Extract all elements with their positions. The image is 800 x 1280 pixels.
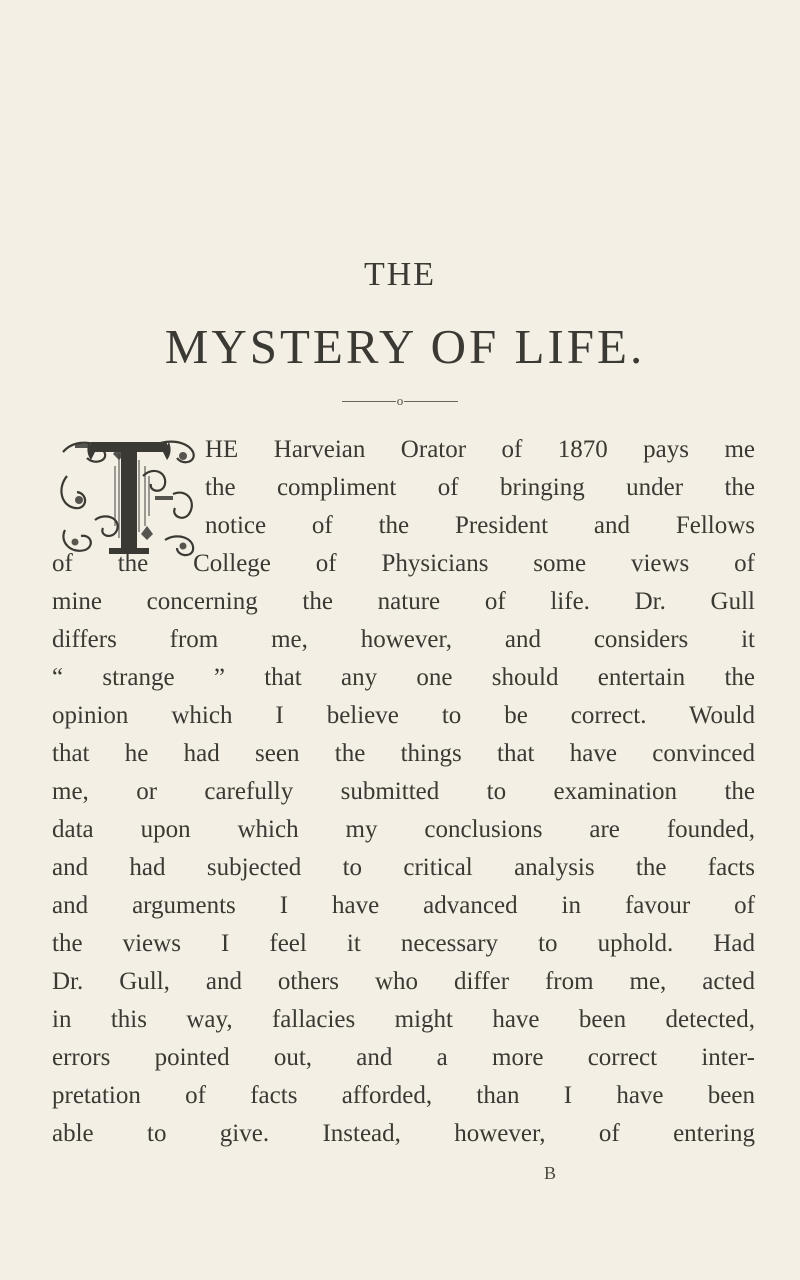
body-line-1: HE Harveian Orator of 1870 pays me — [205, 436, 755, 463]
drop-cap-ornament-icon — [55, 436, 203, 560]
body-line-18: pretation of facts afforded, than I have been — [52, 1082, 755, 1109]
body-line-5: mine concerning the nature of life. Dr. Gull — [52, 588, 755, 615]
body-line-9: that he had seen the things that have convinced — [52, 740, 755, 767]
body-line-2: the compliment of bringing under the — [205, 474, 755, 501]
section-divider — [0, 392, 800, 409]
body-line-8: opinion which I believe to be correct. Would — [52, 702, 755, 729]
body-line-6: differs from me, however, and considers it — [52, 626, 755, 653]
body-line-7: “ strange ” that any one should entertain the — [52, 664, 755, 691]
divider-ornament: o — [396, 393, 404, 409]
title-line-2: MYSTERY OF LIFE. — [164, 319, 646, 374]
body-line-11: data upon which my conclusions are founded, — [52, 816, 755, 843]
body-line-17: errors pointed out, and a more correct inter- — [52, 1044, 755, 1071]
divider-rule-left — [342, 401, 396, 402]
body-line-15: Dr. Gull, and others who differ from me, acted — [52, 968, 755, 995]
body-line-14: the views I feel it necessary to uphold. Had — [52, 930, 755, 957]
body-line-4: of the College of Physicians some views of — [52, 550, 755, 577]
body-line-19: able to give. Instead, however, of entering — [52, 1120, 755, 1147]
title-line-1: THE — [363, 256, 437, 293]
body-line-3: notice of the President and Fellows — [205, 512, 755, 539]
body-line-12: and had subjected to critical analysis the facts — [52, 854, 755, 881]
signature-mark: B — [544, 1163, 557, 1183]
divider-rule-right — [404, 401, 458, 402]
body-line-13: and arguments I have advanced in favour of — [52, 892, 755, 919]
body-line-10: me, or carefully submitted to examination the — [52, 778, 755, 805]
body-line-16: in this way, fallacies might have been detected, — [52, 1006, 755, 1033]
